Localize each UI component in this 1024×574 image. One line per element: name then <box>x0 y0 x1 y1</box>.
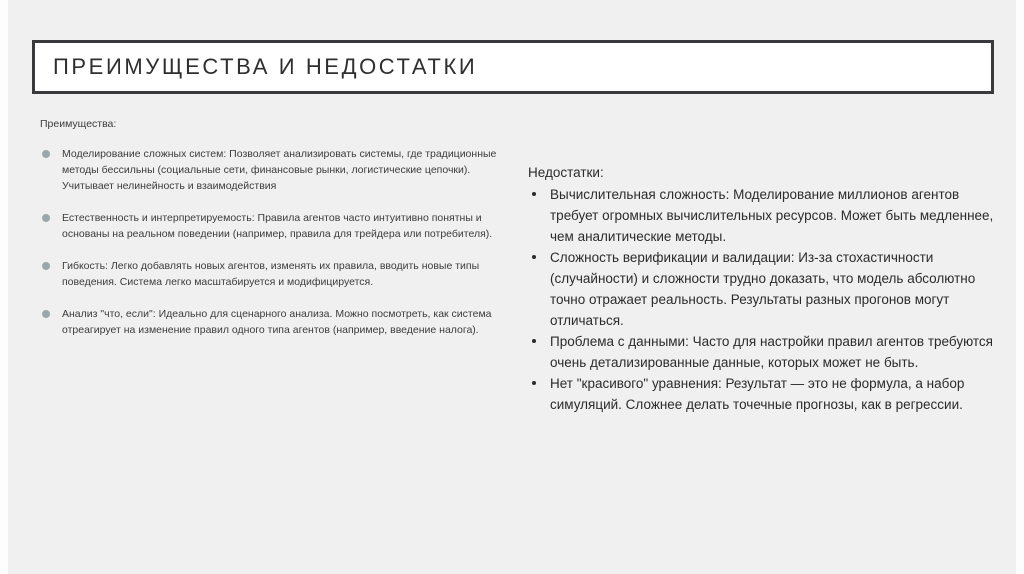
list-item-text: Вычислительная сложность: Моделирование миллионов агентов требует огромных вычислительных ресурсов. Может быть медленнее, чем аналитические методы. <box>550 187 994 244</box>
list-item <box>40 146 510 194</box>
list-item <box>528 247 998 331</box>
bullet-dot-icon <box>42 262 50 270</box>
list-item-text: Гибкость: Легко добавлять новых агентов, изменять их правила, вводить новые типы поведения. Система легко масштабируется и модифицируется. <box>62 260 480 288</box>
list-item <box>528 184 998 247</box>
list-item-text: Естественность и интерпретируемость: Правила агентов часто интуитивно понятны и основаны на реальном поведении (например, правила для трейдера или потребителя). <box>62 212 493 240</box>
slide-title-box <box>32 40 994 94</box>
list-item-text: Анализ "что, если": Идеально для сценарного анализа. Можно посмотреть, как система отреагирует на изменение правил одного типа агентов (например, введение налога). <box>62 308 492 336</box>
bullet-dot-icon <box>42 310 50 318</box>
disadvantages-list <box>528 184 998 415</box>
page-edge-left <box>0 0 8 574</box>
page-edge-right <box>1016 0 1024 574</box>
list-item-text: Моделирование сложных систем: Позволяет анализировать системы, где традиционные методы бессильны (социальные сети, финансовые рынки, логистические цепочки). Учитывает нелинейность и взаимодействия <box>62 148 497 192</box>
advantages-column <box>40 116 510 354</box>
list-item <box>40 306 510 338</box>
list-item-text: Нет "красивого" уравнения: Результат — это не формула, а набор симуляций. Сложнее делать точечные прогнозы, как в регрессии. <box>550 376 965 412</box>
list-item-text: Сложность верификации и валидации: Из-за стохастичности (случайности) и сложности трудно доказать, что модель абсолютно точно отражает реальность. Результаты разных прогонов могут отличаться. <box>550 250 976 328</box>
disadvantages-heading: Недостатки: <box>528 165 604 180</box>
disadvantages-column <box>528 162 998 415</box>
list-item-text: Проблема с данными: Часто для настройки правил агентов требуются очень детализированные данные, которых может не быть. <box>550 334 993 370</box>
list-item <box>528 331 998 373</box>
bullet-dot-icon <box>532 339 536 343</box>
bullet-dot-icon <box>42 150 50 158</box>
list-item <box>528 373 998 415</box>
advantages-list <box>40 146 510 338</box>
bullet-dot-icon <box>532 255 536 259</box>
list-item <box>40 258 510 290</box>
bullet-dot-icon <box>532 192 536 196</box>
bullet-dot-icon <box>532 381 536 385</box>
advantages-heading: Преимущества: <box>40 118 117 130</box>
page-title: ПРЕИМУЩЕСТВА И НЕДОСТАТКИ <box>53 54 478 79</box>
bullet-dot-icon <box>42 214 50 222</box>
list-item <box>40 210 510 242</box>
